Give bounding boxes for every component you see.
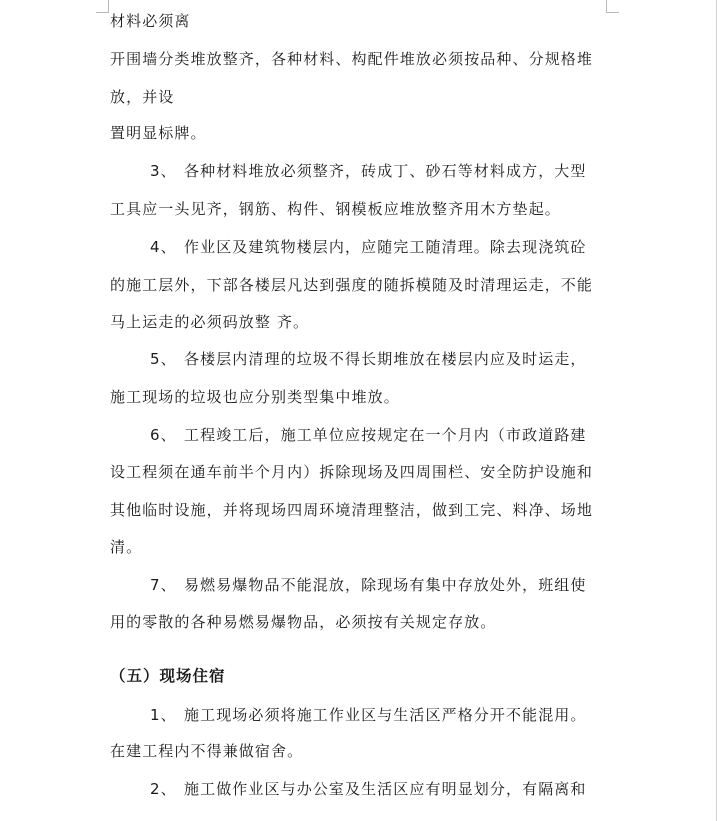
item-text: 工程竣工后，施工单位应按规定在一个月内（市政道路建 <box>184 426 587 444</box>
section-heading: （五）现场住宿 <box>110 667 226 685</box>
item-text: 施工做作业区与办公室及生活区应有明显划分，有隔离和 <box>184 780 587 798</box>
list-item-5 <box>150 350 587 368</box>
text-line: 工具应一头见齐，钢筋、构件、钢模板应堆放整齐用木方垫起。 <box>110 200 561 218</box>
text-line: 开围墙分类堆放整齐，各种材料、构配件堆放必须按品种、分规格堆 <box>110 50 594 68</box>
item-number: 5、 <box>150 350 177 368</box>
item-number: 3、 <box>150 162 177 180</box>
item-text: 作业区及建筑物楼层内，应随完工随清理。除去现浇筑砼 <box>184 238 587 256</box>
item-number: 2、 <box>150 780 177 798</box>
text-line: 的施工层外，下部各楼层凡达到强度的随拆模随及时清理运走，不能 <box>110 276 594 294</box>
text-line: 材料必须离 <box>110 12 191 30</box>
text-line: 施工现场的垃圾也应分别类型集中堆放。 <box>110 388 400 406</box>
list-item-3 <box>150 162 587 180</box>
text-line: 用的零散的各种易燃易爆物品，必须按有关规定存放。 <box>110 613 497 631</box>
text-line: 马上运走的必须码放整 齐。 <box>110 313 310 331</box>
text-line: 设工程须在通车前半个月内）拆除现场及四周围栏、安全防护设施和 <box>110 463 594 481</box>
item-number: 6、 <box>150 426 177 444</box>
item-text: 各楼层内清理的垃圾不得长期堆放在楼层内应及时运走， <box>184 350 587 368</box>
item-number: 1、 <box>150 706 177 724</box>
list-item-1 <box>150 706 587 724</box>
page-corner-mark-right <box>606 0 619 13</box>
item-text: 易燃易爆物品不能混放，除现场有集中存放处外，班组使 <box>184 576 587 594</box>
item-text: 施工现场必须将施工作业区与生活区严格分开不能混用。 <box>184 706 587 724</box>
item-text: 各种材料堆放必须整齐，砖成丁、砂石等材料成方，大型 <box>184 162 587 180</box>
item-number: 4、 <box>150 238 177 256</box>
list-item-2 <box>150 780 587 798</box>
text-line: 放，并设 <box>110 88 175 106</box>
text-line: 清。 <box>110 538 143 556</box>
item-number: 7、 <box>150 576 177 594</box>
text-line: 置明显标牌。 <box>110 124 207 142</box>
list-item-7 <box>150 576 587 594</box>
page-corner-mark-left <box>96 0 109 13</box>
list-item-6 <box>150 426 587 444</box>
text-line: 在建工程内不得兼做宿舍。 <box>110 742 304 760</box>
list-item-4 <box>150 238 587 256</box>
text-line: 其他临时设施，并将现场四周环境清理整洁，做到工完、料净、场地 <box>110 501 594 519</box>
